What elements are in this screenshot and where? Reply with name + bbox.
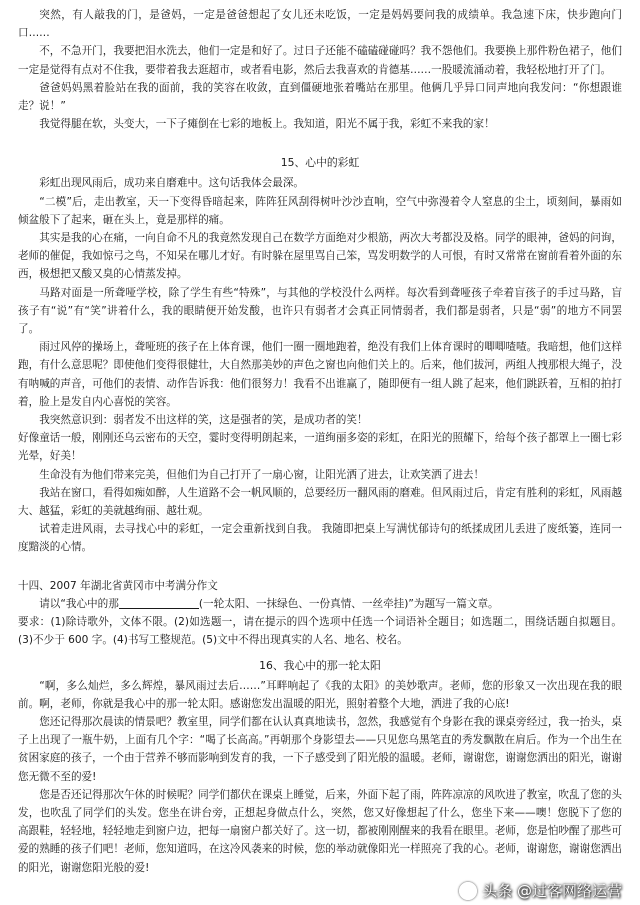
story-paragraph: 突然，有人敲我的门，是爸妈，一定是爸爸想起了女儿还未吃饭，一定是妈妈要问我的成绩单。我急速下床，快步跑向门口…… xyxy=(18,9,622,40)
essay-title: 16、我心中的那一轮太阳 xyxy=(259,658,381,672)
prompt-after: (一轮太阳、一抹绿色、一份真情、一丝牵挂)”为题写一篇文章。 xyxy=(198,597,499,610)
essay-paragraph: 雨过风停的操场上，聋哑班的孩子在上体育课，他们一圈一圈地跑着，绝没有我们上体育课时的唧唧喳喳。我暗想，他们这样跑，有什么意思呢？即使他们变得很健壮，大自然那美妙的声色之窗也向他们关上的。后来，他们拔河，两组人拽那根大绳子，没有呐喊的声音，可他们的表情、动作告诉我：他们很努力！我看不出谁赢了，随即便有一组人跳了起来，他们跳跃着，互相的拍打着，脸上是发自内心喜悦的笑容。 xyxy=(18,341,622,408)
section-heading: 十四、2007 年湖北省黄冈市中考满分作文 xyxy=(18,579,218,592)
essay-paragraph: 您还记得那次晨读的情景吧？教室里，同学们都在认认真真地读书，忽然，我感觉有个身影在我的课桌旁经过，我一抬头，桌子上出现了一瓶牛奶，上面有几个字：“喝了长高高。”再朝那个身影望去——只见您乌黑笔直的秀发飘散在肩后。作为一个出生在贫困家庭的孩子，一个由于营养不够而影响到发育的我，一下子感受到了阳光般的温暖。老师，谢谢您，谢谢您洒出的阳光，谢谢您无微不至的爱! xyxy=(18,715,622,783)
essay-title: 15、心中的彩虹 xyxy=(280,156,360,170)
essay-paragraph: 试着走进风雨，去寻找心中的彩虹，一定会重新找到自我。 我随即把桌上写满忧郁诗句的纸揉成团儿丢进了废纸篓，连同一度黯淡的心情。 xyxy=(18,523,622,554)
essay-paragraph: 其实是我的心在痛，一向自命不凡的我竟然发现自己在数学方面绝对少根筋，两次大考都没及格。同学的眼神，爸妈的问询，老师的催促，我如惊弓之鸟，不知呆在哪儿才好。有时躲在屋里骂自己笨，骂发明数学的人可恨，有时又常常在窗前看着外面的东西，极想把又酸又臭的心情蒸发掉。 xyxy=(18,232,622,281)
essay-paragraph: 我突然意识到：弱者发不出这样的笑，这是强者的笑，是成功者的笑！ xyxy=(39,414,368,427)
essay-paragraph: 您是否还记得那次午休的时候呢？同学们都伏在课桌上睡觉，后来，外面下起了雨，阵阵凉凉的风吹进了教室，吹乱了您的头发，也吹乱了同学们的头发。您坐在讲台旁，正想起身做点什么，突然，您又好像想起了什么，您坐下来——噢！您脱下了您的 高跟鞋，轻轻地，轻轻地走到窗户边，把每一扇窗户都关好了。这一切，都被刚刚醒来的我看在眼里。老师，您是怕吵醒了那些可爱的熟睡的孩子们吧！老师，您知道吗，在这冷风袭来的时候，您的举动就像阳光一样照亮了我的心。老师，谢谢您，谢谢您洒出的阳光，谢谢您阳光般的爱! xyxy=(18,788,622,874)
spacer xyxy=(18,133,622,147)
essay-paragraph: 生命没有为他们带来完美，但他们为自己打开了一扇心窗，让阳光洒了进去，让欢笑洒了进去！ xyxy=(39,468,485,481)
story-paragraph: 爸爸妈妈黑着脸站在我的面前，我的笑容在收敛，直到僵硬地张着嘴站在那里。他俩几乎异口同声地向我发问：“你想跟谁走？说！” xyxy=(18,81,622,113)
spacer xyxy=(18,557,622,571)
watermark-text: 头条 @过客网络运营 xyxy=(482,882,622,900)
watermark xyxy=(459,880,622,901)
essay-prompt xyxy=(18,595,622,613)
story-paragraph: 我觉得腿在软，头变大，一下子瘫倒在七彩的地板上。我知道，阳光不属于我，彩虹不来我的家！ xyxy=(39,118,495,131)
essay-paragraph: 马路对面是一所聋哑学校，除了学生有些“特殊”，与其他的学校没什么两样。每次看到聋哑孩子牵着盲孩子的手过马路，盲孩子有“说”有“笑”讲着什么，我的眼睛便开始发酸，也许只有弱者才会真正同情弱者，我们都是弱者，只是“弱”的地方不同罢了。 xyxy=(18,286,622,336)
toutiao-logo-icon xyxy=(459,882,477,900)
essay-paragraph: 彩虹出现风雨后，成功来自磨难中。这句话我体会最深。 xyxy=(39,177,305,190)
requirements: 要求：(1)除诗歌外，文体不限。(2)如选题一，请在提示的四个选项中任选一个词语补全题目；如选题二，围绕话题自拟题目。(3)不少于 600 字。(4)书写工整规范。(5)文中不得出现真实的人名、地名、校名。 xyxy=(18,616,622,647)
story-paragraph: 不，不急开门，我要把泪水洗去，他们一定是和好了。过日子还能不磕磕碰碰吗？我不怨他们。我要换上那件粉色裙子，他们一定是觉得有点对不住我，要带着我去逛超市，或者看电影，然后去我喜欢的肯德基……一股暖流涌动着，我轻松地打开了门。 xyxy=(18,45,622,76)
essay-paragraph: 好像童话一般，刚刚还乌云密布的天空，霎时变得明朗起来，一道绚丽多姿的彩虹，在阳光的照耀下，给每个孩子都罩上一圈七彩光晕，好美！ xyxy=(18,432,622,463)
prompt-before: 请以“我心中的那 xyxy=(39,597,119,610)
essay-paragraph: “二模”后，走出教室，天一下变得昏暗起来，阵阵狂风刮得树叶沙沙直响，空气中弥漫着令人窒息的尘土，顷刻间，暴雨如倾盆般下了起来，砸在头上，竟是那样的痛。 xyxy=(18,195,622,226)
fill-blank xyxy=(119,596,199,609)
essay-paragraph: 我站在窗口，看得如痴如醉，人生道路不会一帆风顺的，总要经历一翻风雨的磨难。但风雨过后，肯定有胜利的彩虹，风雨越大、越猛，彩虹的美就越绚丽、越壮观。 xyxy=(18,486,622,518)
essay-paragraph: “啊，多么灿烂，多么辉煌，暴风雨过去后……”耳畔响起了《我的太阳》的美妙歌声。老师，您的形象又一次出现在我的眼前。啊，老师，你就是我心中的那一轮太阳。感谢您发出温暖的阳光，照射着整个大地，洒进了我的心底! xyxy=(18,679,622,710)
